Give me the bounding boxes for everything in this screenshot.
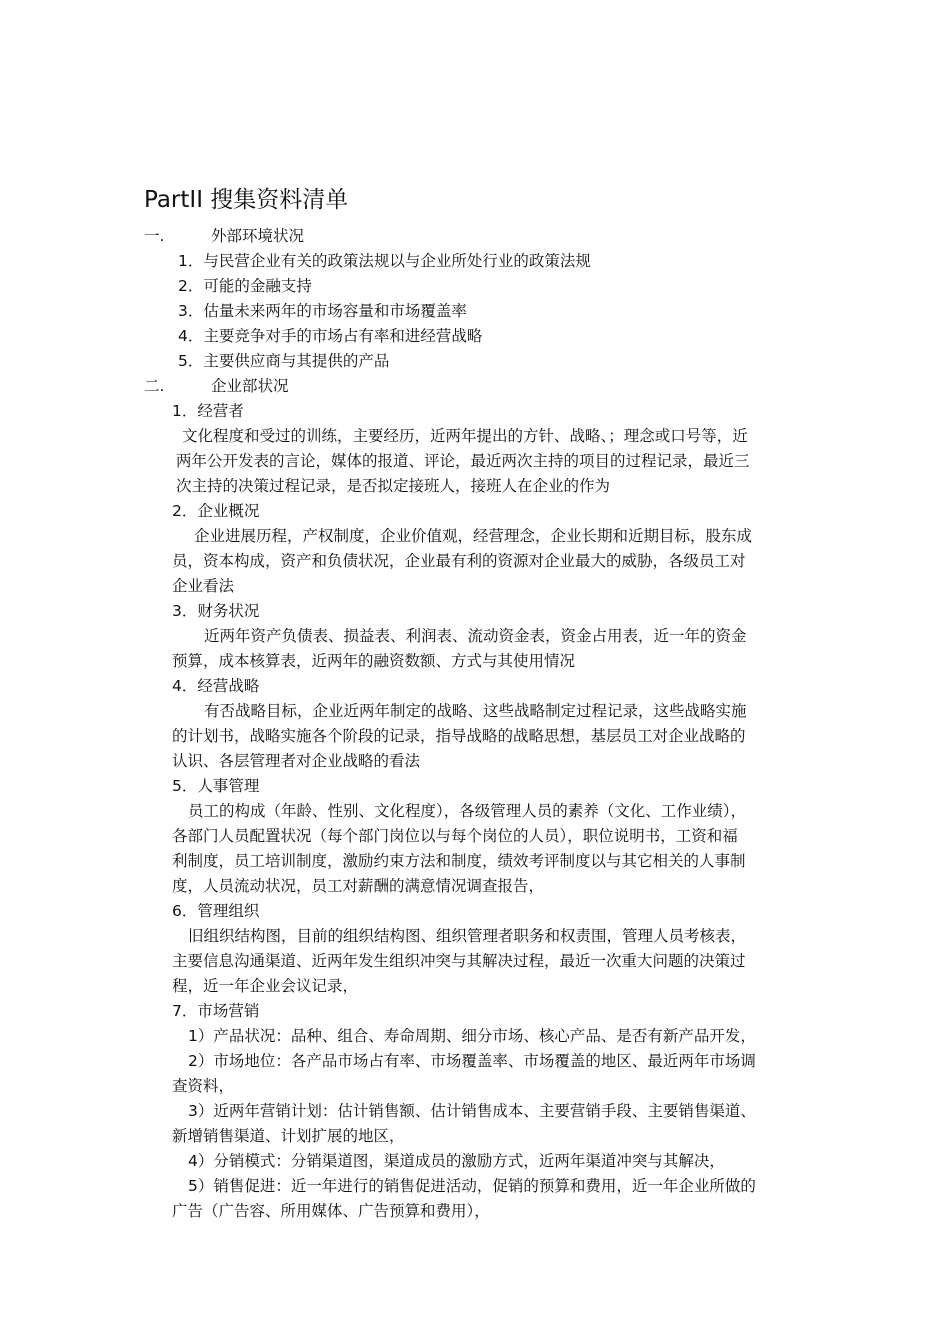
paragraph-line: 员，资本构成，资产和负债状况，企业最有利的资源对企业最大的威胁，各级员工对 <box>172 552 746 570</box>
paragraph-line: 近两年资产负债表、损益表、利润表、流动资金表，资金占用表，近一年的资金 <box>204 627 747 645</box>
paragraph-line: 预算，成本核算表，近两年的融资数额、方式与其使用情况 <box>172 652 576 670</box>
list-item: 2．可能的金融支持 <box>178 277 312 295</box>
section-number: 一. <box>144 227 165 245</box>
paragraph-line: 程，近一年企业会议记录， <box>172 977 359 995</box>
paragraph-line: 主要信息沟通渠道、近两年发生组织冲突与其解决过程，最近一次重大问题的决策过 <box>172 952 746 970</box>
paragraph-line: 5）销售促进：近一年进行的销售促进活动，促销的预算和费用，近一年企业所做的 <box>188 1177 756 1195</box>
list-item: 5．主要供应商与其提供的产品 <box>178 352 390 370</box>
subsection-heading: 5．人事管理 <box>172 777 260 795</box>
paragraph-line: 各部门人员配置状况（每个部门岗位以与每个岗位的人员），职位说明书，工资和福 <box>172 827 738 845</box>
paragraph-line: 2）市场地位：各产品市场占有率、市场覆盖率、市场覆盖的地区、最近两年市场调 <box>188 1052 756 1070</box>
paragraph-line: 新增销售渠道、计划扩展的地区， <box>172 1127 405 1145</box>
paragraph-line: 利制度，员工培训制度，激励约束方法和制度，绩效考评制度以与其它相关的人事制 <box>172 852 746 870</box>
subsection-heading: 3．财务状况 <box>172 602 260 620</box>
paragraph-line: 的计划书，战略实施各个阶段的记录，指导战略的战略思想，基层员工对企业战略的 <box>172 727 746 745</box>
paragraph-line: 员工的构成（年龄、性别、文化程度），各级管理人员的素养（文化、工作业绩）， <box>188 802 747 820</box>
subsection-heading: 7．市场营销 <box>172 1002 260 1020</box>
paragraph-line: 4）分销模式：分销渠道图，渠道成员的激励方式，近两年渠道冲突与其解决， <box>188 1152 725 1170</box>
paragraph-line: 旧组织结构图，目前的组织结构图、组织管理者职务和权责围，管理人员考核表， <box>188 927 747 945</box>
paragraph-line: 广告（广告容、所用媒体、广告预算和费用）， <box>172 1202 490 1220</box>
paragraph-line: 3）近两年营销计划：估计销售额、估计销售成本、主要营销手段、主要销售渠道、 <box>188 1102 756 1120</box>
paragraph-line: 查资料， <box>172 1077 235 1095</box>
paragraph-line: 有否战略目标，企业近两年制定的战略、这些战略制定过程记录，这些战略实施 <box>204 702 747 720</box>
list-item: 3．估量未来两年的市场容量和市场覆盖率 <box>178 302 467 320</box>
paragraph-line: 1）产品状况：品种、组合、寿命周期、细分市场、核心产品、是否有新产品开发， <box>188 1027 756 1045</box>
subsection-heading: 2．企业概况 <box>172 502 260 520</box>
section-number: 二. <box>144 377 165 395</box>
paragraph-line: 企业进展历程，产权制度，企业价值观，经营理念，企业长期和近期目标，股东成 <box>194 527 753 545</box>
paragraph-line: 两年公开发表的言论，媒体的报道、评论，最近两次主持的项目的过程记录，最近三 <box>176 452 750 470</box>
page-title: PartII 搜集资料清单 <box>144 187 349 213</box>
paragraph-line: 企业看法 <box>172 577 235 595</box>
subsection-heading: 1．经营者 <box>172 402 244 420</box>
paragraph-line: 认识、各层管理者对企业战略的看法 <box>172 752 421 770</box>
section-heading: 企业部状况 <box>211 377 289 395</box>
list-item: 1．与民营企业有关的政策法规以与企业所处行业的政策法规 <box>178 252 591 270</box>
paragraph-line: 度，人员流动状况，员工对薪酬的满意情况调查报告， <box>172 877 545 895</box>
paragraph-line: 文化程度和受过的训练，主要经历，近两年提出的方针、战略、；理念或口号等，近 <box>182 427 748 445</box>
paragraph-line: 次主持的决策过程记录，是否拟定接班人，接班人在企业的作为 <box>176 477 611 495</box>
subsection-heading: 4．经营战略 <box>172 677 260 695</box>
subsection-heading: 6．管理组织 <box>172 902 260 920</box>
list-item: 4．主要竞争对手的市场占有率和进经营战略 <box>178 327 483 345</box>
section-heading: 外部环境状况 <box>211 227 305 245</box>
